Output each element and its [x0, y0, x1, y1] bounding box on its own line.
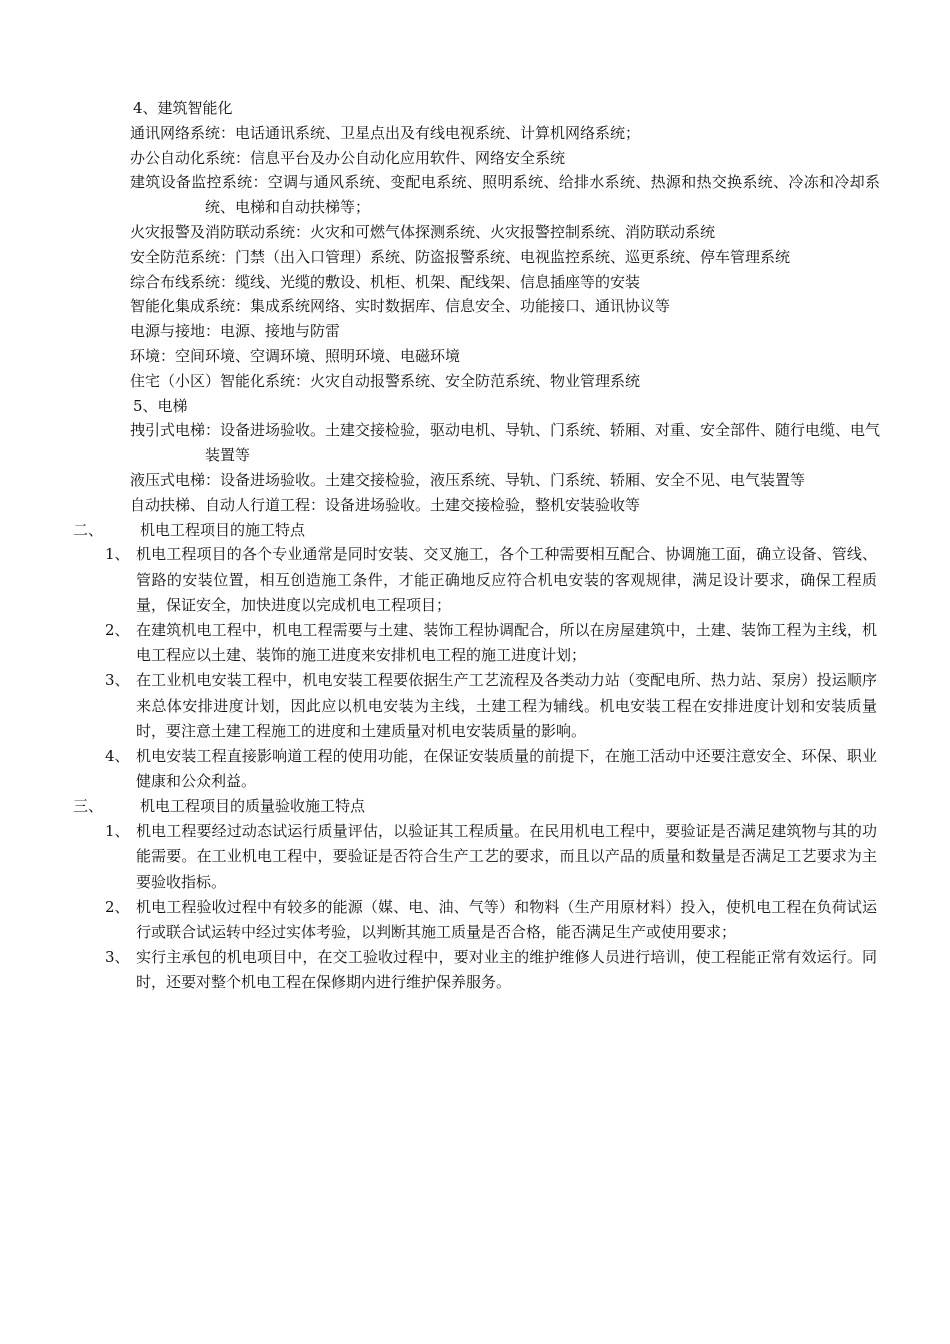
- item-text: 机电工程项目的各个专业通常是同时安装、交叉施工，各个工种需要相互配合、协调施工面，确立设备、管线、管路的安装位置，相互创造施工条件，才能正确地反应符合机电安装的客观规律，满足设计要求，确保工程质量，保证安全，加快进度以完成机电工程项目；: [136, 545, 877, 614]
- system-line: 综合布线系统：缆线、光缆的敷设、机柜、机架、配线架、信息插座等的安装: [130, 272, 641, 291]
- list-item: [0, 744, 877, 794]
- elevator-line: 液压式电梯：设备进场验收。土建交接检验，液压系统、导轨、门系统、轿厢、安全不见、电气装置等: [130, 470, 806, 489]
- item-text: 机电工程验收过程中有较多的能源（媒、电、油、气等）和物料（生产用原材料）投入，使机电工程在负荷试运行或联合试运转中经过实体考验，以判断其施工质量是否合格，能否满足生产或使用要求；: [136, 897, 877, 941]
- item-number: 2、: [105, 620, 130, 639]
- item-number: 1、: [105, 822, 130, 841]
- item-text: 机电安装工程直接影响道工程的使用功能，在保证安装质量的前提下，在施工活动中还要注意安全、环保、职业健康和公众利益。: [136, 746, 877, 791]
- list-item: [0, 542, 877, 618]
- item-number: 3、: [105, 948, 130, 967]
- section-title: 机电工程项目的施工特点: [140, 520, 306, 539]
- elevator-line: 拽引式电梯：设备进场验收。土建交接检验，驱动电机、导轨、门系统、轿厢、对重、安全部件、随行电缆、电气装置等: [130, 421, 881, 465]
- system-line: 通讯网络系统：电话通讯系统、卫星点出及有线电视系统、计算机网络系统；: [130, 123, 641, 142]
- list-item: [0, 895, 877, 945]
- system-line: 办公自动化系统：信息平台及办公自动化应用软件、网络安全系统: [130, 148, 566, 167]
- system-line: 住宅（小区）智能化系统：火灾自动报警系统、安全防范系统、物业管理系统: [130, 371, 641, 390]
- section-title: 机电工程项目的质量验收施工特点: [140, 797, 366, 816]
- section-number: 三、: [73, 797, 104, 816]
- section-heading-3: [0, 794, 950, 819]
- item-number: 3、: [105, 671, 130, 690]
- elevator-line: 自动扶梯、自动人行道工程：设备进场验收。土建交接检验，整机安装验收等: [130, 495, 641, 514]
- section-number: 二、: [73, 520, 104, 539]
- system-line: 智能化集成系统：集成系统网络、实时数据库、信息安全、功能接口、通讯协议等: [130, 297, 671, 316]
- list-item: [0, 819, 877, 895]
- system-line: 电源与接地：电源、接地与防雷: [130, 322, 341, 341]
- list-item: [0, 668, 877, 744]
- subheading-building-intelligence: 4、建筑智能化: [133, 99, 233, 117]
- system-line: 安全防范系统：门禁（出入口管理）系统、防盗报警系统、电视监控系统、巡更系统、停车管理系统: [130, 247, 791, 266]
- section-heading-2: [0, 518, 950, 543]
- document-page: [0, 96, 950, 996]
- item-text: 在建筑机电工程中，机电工程需要与土建、装饰工程协调配合，所以在房屋建筑中，土建、装饰工程为主线，机电工程应以土建、装饰的施工进度来安排机电工程的施工进度计划；: [136, 620, 877, 665]
- item-number: 2、: [105, 897, 130, 916]
- item-text: 在工业机电安装工程中，机电安装工程要依据生产工艺流程及各类动力站（变配电所、热力站、泵房）投运顺序来总体安排进度计划，因此应以机电安装为主线，土建工程为辅线。机电安装工程在安排进度计划和安装质量时，要注意土建工程施工的进度和土建质量对机电安装质量的影响。: [136, 671, 877, 740]
- item-number: 4、: [105, 746, 130, 765]
- item-text: 机电工程要经过动态试运行质量评估，以验证其工程质量。在民用机电工程中，要验证是否满足建筑物与其的功能需要。在工业机电工程中，要验证是否符合生产工艺的要求，而且以产品的质量和数量是否满足工艺要求为主要验收指标。: [136, 822, 877, 891]
- system-line: 火灾报警及消防联动系统：火灾和可燃气体探测系统、火灾报警控制系统、消防联动系统: [130, 222, 716, 241]
- item-text: 实行主承包的机电项目中，在交工验收过程中，要对业主的维护维修人员进行培训，使工程能正常有效运行。同时，还要对整个机电工程在保修期内进行维护保养服务。: [136, 948, 877, 992]
- subheading-elevator: 5、电梯: [133, 396, 188, 415]
- system-line: 环境：空间环境、空调环境、照明环境、电磁环境: [130, 346, 461, 365]
- list-item: [0, 945, 877, 995]
- system-line: 建筑设备监控系统：空调与通风系统、变配电系统、照明系统、给排水系统、热源和热交换系统、冷冻和冷却系统、电梯和自动扶梯等；: [130, 173, 880, 217]
- list-item: [0, 618, 877, 668]
- item-number: 1、: [105, 545, 130, 564]
